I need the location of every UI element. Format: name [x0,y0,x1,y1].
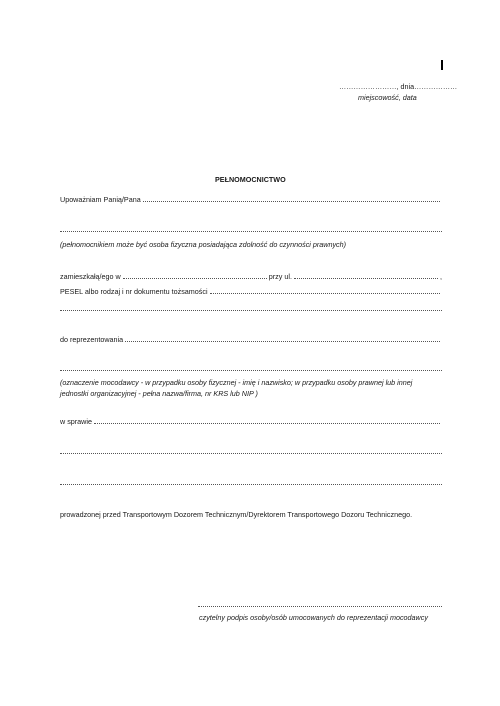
represent-row [60,335,442,344]
matter-field[interactable] [94,422,440,424]
conducted-by-text: prowadzonej przed Transportowym Dozorem Technicznym/Dyrektorem Transportowego Dozoru Technicznego. [60,510,413,519]
pesel-field[interactable] [210,292,440,294]
residence-label: zamieszkałą/ego w [60,272,121,281]
matter-row [60,417,442,426]
matter-continuation-field-1[interactable] [60,453,442,454]
document-title: PEŁNOMOCNICTWO [215,175,286,184]
principal-field[interactable] [125,340,440,342]
street-label: przy ul. [268,272,292,281]
principal-note-line2: jednostki organizacyjnej - pełna nazwa/firma, nr KRS lub NIP ) [60,389,258,398]
matter-continuation-field-2[interactable] [60,484,442,485]
pesel-continuation-field[interactable] [60,310,442,311]
attorney-name-field[interactable] [143,200,440,202]
residence-row: zamieszkałą/ego w przy ul. , [60,272,442,281]
authorize-label: Upoważniam Panią/Pana [60,195,141,204]
authorize-row [60,195,442,204]
pesel-row [60,287,442,296]
signature-field[interactable] [198,606,442,607]
residence-city-field[interactable] [123,277,267,279]
attorney-note: (pełnomocnikiem może być osoba fizyczna posiadająca zdolność do czynności prawnych) [60,240,347,249]
text-cursor [441,60,443,70]
attorney-name-continuation-field[interactable] [60,231,442,232]
principal-continuation-field[interactable] [60,370,442,371]
matter-label: w sprawie [60,417,92,426]
signature-caption: czytelny podpis osoby/osób umocowanych do reprezentacji mocodawcy [199,613,428,622]
street-field[interactable] [294,277,438,279]
place-date-line[interactable]: ……………………, dnia……………… [339,82,458,91]
represent-label: do reprezentowania [60,335,124,344]
pesel-label: PESEL albo rodzaj i nr dokumentu tożsamości [60,287,208,296]
principal-note-line1: (oznaczenie mocodawcy - w przypadku osoby fizycznej - imię i nazwisko; w przypadku osoby prawnej lub innej [60,378,413,387]
place-date-caption: miejscowość, data [358,93,417,102]
